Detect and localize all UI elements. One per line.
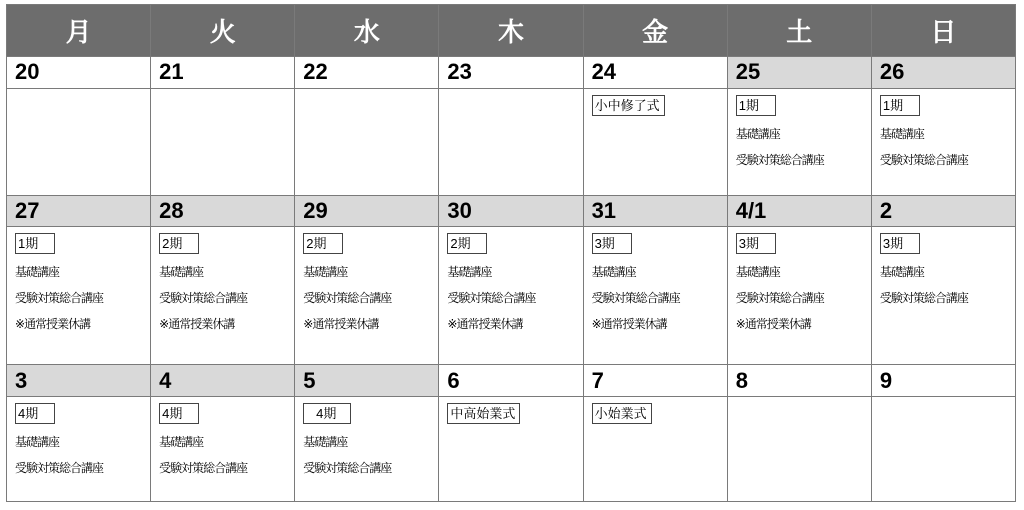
term-tag: 1期 bbox=[15, 233, 55, 254]
event-cell bbox=[439, 88, 583, 195]
date-row bbox=[7, 365, 1016, 397]
date-cell: 24 bbox=[583, 57, 727, 89]
event-cell bbox=[727, 396, 871, 501]
course-line: 受験対策総合講座 bbox=[735, 152, 824, 167]
date-cell: 30 bbox=[439, 195, 583, 227]
event-row bbox=[7, 227, 1016, 365]
event-cell bbox=[583, 227, 727, 365]
date-cell: 25 bbox=[727, 57, 871, 89]
term-tag: 2期 bbox=[447, 233, 487, 254]
event-cell bbox=[871, 227, 1015, 365]
date-cell: 28 bbox=[151, 195, 295, 227]
course-line: 受験対策総合講座 bbox=[879, 152, 968, 167]
calendar-table bbox=[6, 4, 1016, 502]
course-line: 基礎講座 bbox=[159, 265, 204, 280]
event-row bbox=[7, 396, 1016, 501]
term-tag: 4期 bbox=[159, 403, 199, 424]
event-cell bbox=[7, 88, 151, 195]
event-cell bbox=[439, 227, 583, 365]
event-tag: 小中修了式 bbox=[592, 95, 665, 116]
weekday-thu: 木 bbox=[439, 5, 583, 57]
event-cell bbox=[871, 88, 1015, 195]
course-line: 受験対策総合講座 bbox=[15, 460, 104, 475]
date-row bbox=[7, 57, 1016, 89]
course-line: 基礎講座 bbox=[879, 126, 924, 141]
event-cell bbox=[871, 396, 1015, 501]
note-line: ※通常授業休講 bbox=[591, 317, 667, 332]
course-line: 受験対策総合講座 bbox=[15, 291, 104, 306]
term-tag: 3期 bbox=[880, 233, 920, 254]
course-line: 基礎講座 bbox=[303, 265, 348, 280]
event-cell bbox=[151, 396, 295, 501]
term-tag: 4期 bbox=[303, 403, 351, 424]
date-cell: 2 bbox=[871, 195, 1015, 227]
date-cell: 9 bbox=[871, 365, 1015, 397]
weekday-header-row bbox=[7, 5, 1016, 57]
event-tag: 小始業式 bbox=[592, 403, 652, 424]
event-cell bbox=[295, 88, 439, 195]
date-cell: 5 bbox=[295, 365, 439, 397]
course-line: 受験対策総合講座 bbox=[735, 291, 824, 306]
event-row bbox=[7, 88, 1016, 195]
course-line: 基礎講座 bbox=[879, 265, 924, 280]
date-cell: 26 bbox=[871, 57, 1015, 89]
weekday-fri: 金 bbox=[583, 5, 727, 57]
event-tag: 中高始業式 bbox=[447, 403, 520, 424]
date-cell: 20 bbox=[7, 57, 151, 89]
note-line: ※通常授業休講 bbox=[15, 317, 91, 332]
weekday-sun: 日 bbox=[871, 5, 1015, 57]
date-cell: 7 bbox=[583, 365, 727, 397]
event-cell bbox=[151, 227, 295, 365]
event-cell bbox=[727, 227, 871, 365]
course-line: 基礎講座 bbox=[735, 265, 780, 280]
note-line: ※通常授業休講 bbox=[735, 317, 811, 332]
event-cell bbox=[151, 88, 295, 195]
event-cell bbox=[7, 396, 151, 501]
date-cell: 23 bbox=[439, 57, 583, 89]
course-line: 受験対策総合講座 bbox=[159, 460, 248, 475]
date-cell: 6 bbox=[439, 365, 583, 397]
weekday-sat: 土 bbox=[727, 5, 871, 57]
date-cell: 3 bbox=[7, 365, 151, 397]
term-tag: 2期 bbox=[303, 233, 343, 254]
term-tag: 1期 bbox=[736, 95, 776, 116]
term-tag: 2期 bbox=[159, 233, 199, 254]
event-cell bbox=[7, 227, 151, 365]
date-row bbox=[7, 195, 1016, 227]
date-cell: 4 bbox=[151, 365, 295, 397]
course-line: 受験対策総合講座 bbox=[879, 291, 968, 306]
date-cell: 8 bbox=[727, 365, 871, 397]
term-tag: 1期 bbox=[880, 95, 920, 116]
course-line: 基礎講座 bbox=[15, 434, 60, 449]
course-line: 受験対策総合講座 bbox=[303, 460, 392, 475]
course-line: 基礎講座 bbox=[735, 126, 780, 141]
note-line: ※通常授業休講 bbox=[447, 317, 523, 332]
course-line: 基礎講座 bbox=[159, 434, 204, 449]
weekday-tue: 火 bbox=[151, 5, 295, 57]
date-cell: 29 bbox=[295, 195, 439, 227]
date-cell: 31 bbox=[583, 195, 727, 227]
course-line: 受験対策総合講座 bbox=[159, 291, 248, 306]
term-tag: 3期 bbox=[736, 233, 776, 254]
event-cell bbox=[439, 396, 583, 501]
date-cell: 22 bbox=[295, 57, 439, 89]
term-tag: 4期 bbox=[15, 403, 55, 424]
event-cell bbox=[583, 88, 727, 195]
event-cell bbox=[583, 396, 727, 501]
event-cell bbox=[295, 396, 439, 501]
course-line: 基礎講座 bbox=[303, 434, 348, 449]
event-cell bbox=[727, 88, 871, 195]
weekday-wed: 水 bbox=[295, 5, 439, 57]
date-cell: 27 bbox=[7, 195, 151, 227]
course-line: 受験対策総合講座 bbox=[303, 291, 392, 306]
course-line: 基礎講座 bbox=[15, 265, 60, 280]
course-line: 基礎講座 bbox=[591, 265, 636, 280]
term-tag: 3期 bbox=[592, 233, 632, 254]
event-cell bbox=[295, 227, 439, 365]
course-line: 基礎講座 bbox=[447, 265, 492, 280]
note-line: ※通常授業休講 bbox=[159, 317, 235, 332]
note-line: ※通常授業休講 bbox=[303, 317, 379, 332]
weekday-mon: 月 bbox=[7, 5, 151, 57]
date-cell: 21 bbox=[151, 57, 295, 89]
date-cell: 4/1 bbox=[727, 195, 871, 227]
course-line: 受験対策総合講座 bbox=[591, 291, 680, 306]
course-line: 受験対策総合講座 bbox=[447, 291, 536, 306]
